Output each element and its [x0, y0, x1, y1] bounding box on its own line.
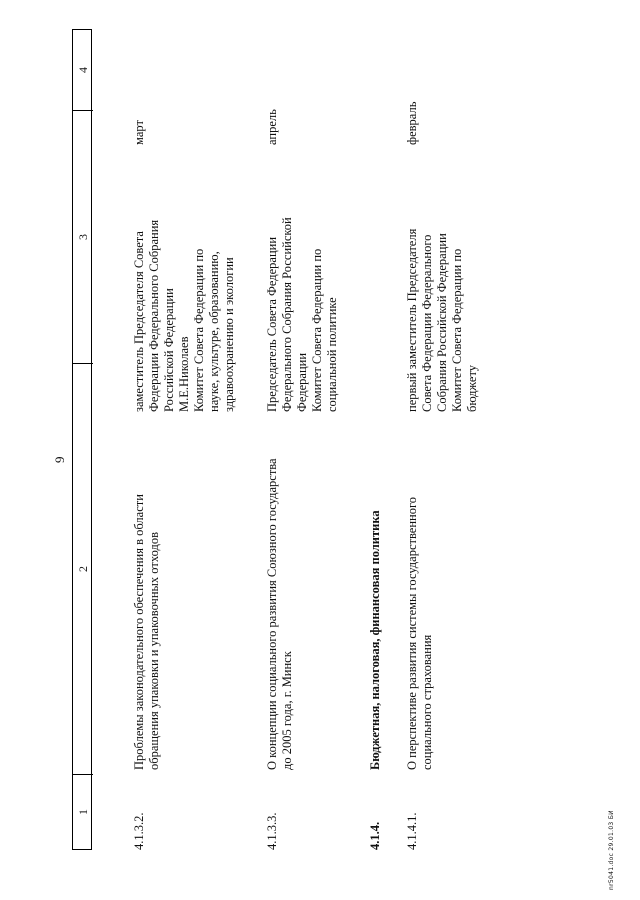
- row-1-responsible-line: здравоохранению и экологии: [222, 257, 236, 412]
- row-2-responsible-line: Федерации: [295, 352, 309, 412]
- row-3-responsible: [405, 162, 480, 412]
- row-1-term: март: [132, 120, 146, 145]
- section-number: 4.1.4.: [368, 821, 382, 850]
- row-3-responsible-line: Собрания Российской Федерации: [435, 233, 449, 412]
- row-1-title: Проблемы законодательного обеспечения в области обращения упаковки и упаковочных отходов: [132, 494, 161, 770]
- row-2-responsible-line: Федерального Собрания Российской: [280, 217, 294, 412]
- row-2-responsible-line: Комитет Совета Федерации по: [310, 248, 324, 412]
- row-3-term: февраль: [405, 101, 419, 145]
- row-2-responsible: [265, 162, 340, 412]
- page-number: 9: [52, 456, 67, 463]
- row-1-responsible-line: Комитет Совета Федерации по: [192, 248, 206, 412]
- section-title: Бюджетная, налоговая, финансовая политика: [368, 510, 382, 770]
- table-header: [72, 29, 92, 850]
- row-3-responsible-line: Комитет Совета Федерации по: [450, 248, 464, 412]
- header-col-1: 1: [75, 809, 90, 815]
- row-1-responsible-line: Российской Федерации: [162, 288, 176, 412]
- row-2-title: О концепции социального развития Союзного государства до 2005 года, г. Минск: [265, 458, 294, 770]
- row-2-responsible-line: социальной политике: [325, 297, 339, 412]
- row-1-number: 4.1.3.2.: [132, 812, 146, 850]
- row-3-responsible-line: Совета Федерации Федерального: [420, 234, 434, 412]
- row-1-responsible-line: заместитель Председателя Совета: [132, 231, 146, 412]
- row-3-responsible-line: бюджету: [465, 365, 479, 412]
- row-3-number: 4.1.4.1.: [405, 812, 419, 850]
- row-1-responsible-line: М.Е.Николаев: [177, 336, 191, 412]
- row-3-responsible-line: первый заместитель Председателя: [405, 228, 419, 412]
- header-col-4: 4: [75, 67, 90, 73]
- row-1-responsible: [132, 162, 237, 412]
- row-1-responsible-line: науке, культуре, образованию,: [207, 251, 221, 412]
- row-2-term: апрель: [265, 109, 279, 145]
- footer-code: nr5041.doc 29.01.03 БИ: [608, 810, 615, 890]
- row-2-number: 4.1.3.3.: [265, 812, 279, 850]
- header-col-2: 2: [75, 566, 90, 572]
- header-col-3: 3: [75, 234, 90, 240]
- row-2-responsible-line: Председатель Совета Федерации: [265, 236, 279, 412]
- row-1-responsible-line: Федерации Федерального Собрания: [147, 219, 161, 412]
- row-3-title: О перспективе развития системы государственного социального страхования: [405, 496, 434, 770]
